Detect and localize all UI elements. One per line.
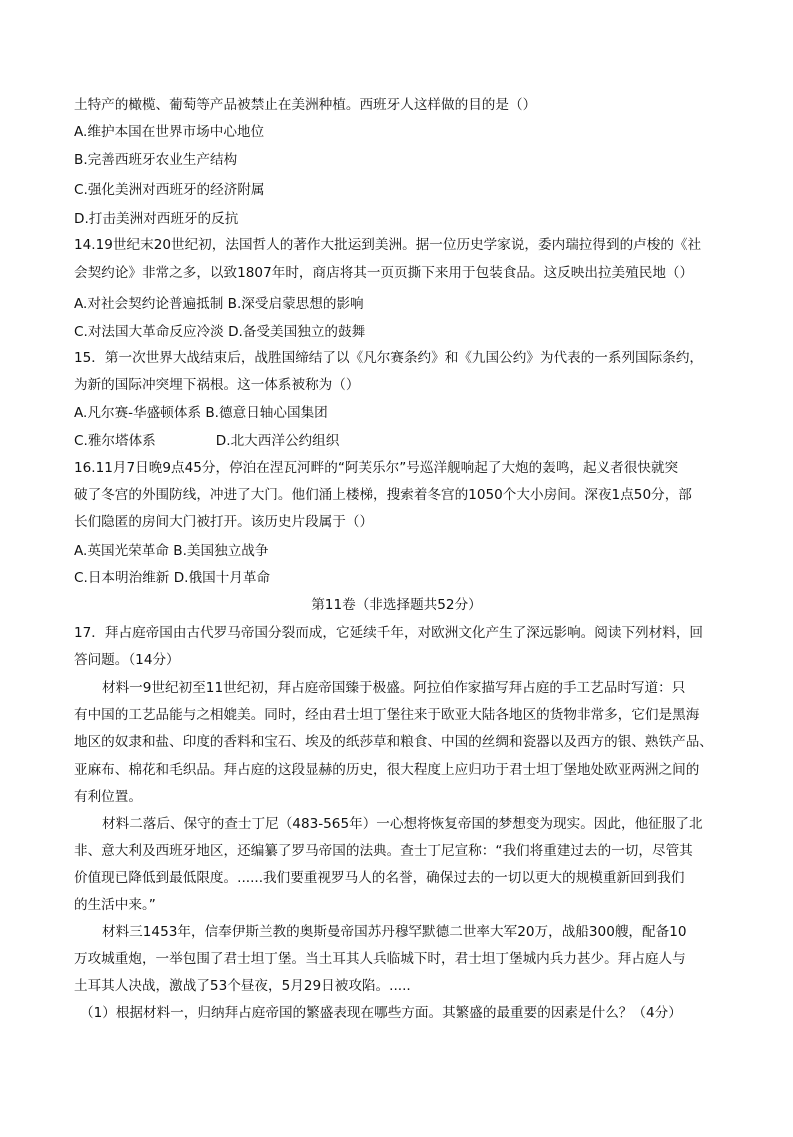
material-3-line: 材料三1453年，信奉伊斯兰教的奥斯曼帝国苏丹穆罕默德二世率大军20万，战船300艘，配备10 — [102, 924, 687, 940]
q13-stem: 土特产的橄榄、葡萄等产品被禁止在美洲种植。西班牙人这样做的目的是（） — [74, 97, 537, 113]
q13-option-b: B.完善西班牙农业生产结构 — [74, 152, 238, 168]
material-1-line: 有利位置。 — [74, 789, 142, 805]
q16-stem-line: 16.11月7日晚9点45分，停泊在涅瓦河畔的“阿芙乐尔”号巡洋舰响起了大炮的轰鸣，起义者很快就突 — [74, 460, 679, 476]
material-2-line: 的生活中来。” — [74, 897, 156, 913]
material-2-line: 非、意大利及西班牙地区，还编纂了罗马帝国的法典。查士丁尼宣称：“我们将重建过去的一切，尽管其 — [74, 843, 693, 859]
q17-stem-line: 17．拜占庭帝国由古代罗马帝国分裂而成，它延续千年，对欧洲文化产生了深远影响。阅读下列材料，回 — [74, 625, 704, 641]
q13-option-c: C.强化美洲对西班牙的经济附属 — [74, 182, 265, 198]
q13-option-a: A.维护本国在世界市场中心地位 — [74, 124, 265, 140]
material-1-line: 材料一9世纪初至11世纪初，拜占庭帝国臻于极盛。阿拉伯作家描写拜占庭的手工艺品时写道：只 — [102, 680, 686, 696]
material-1-line: 地区的奴隶和盐、印度的香料和宝石、埃及的纸莎草和粮食、中国的丝绸和瓷器以及西方的银、熟铁产品、 — [74, 734, 713, 750]
q16-options-ab: A.英国光荣革命 B.美国独立战争 — [74, 543, 269, 559]
material-2-line: 价值现已降低到最低限度。......我们要重视罗马人的名誉，确保过去的一切以更大的规模重新回到我们 — [74, 870, 685, 886]
q15-stem-line: 15．第一次世界大战结束后，战胜国缔结了以《凡尔赛条约》和《九国公约》为代表的一系列国际条约， — [74, 350, 704, 366]
q15-options-cd — [74, 432, 339, 450]
material-3-line: 万攻城重炮，一举包围了君士坦丁堡。当土耳其人兵临城下时，君士坦丁堡城内兵力甚少。拜占庭人与 — [74, 951, 686, 967]
section-title: 第11卷（非选择题共52分） — [311, 597, 482, 613]
q14-stem-line: 14.19世纪末20世纪初，法国哲人的著作大批运到美洲。据一位历史学家说，委内瑞拉得到的卢梭的《社 — [74, 237, 702, 253]
q17-sub-question-1: （1）根据材料一，归纳拜占庭帝国的繁盛表现在哪些方面。其繁盛的最重要的因素是什么？（4分） — [80, 1005, 682, 1021]
q14-options-ab: A.对社会契约论普遍抵制 B.深受启蒙思想的影响 — [74, 296, 364, 312]
q16-stem-line: 长们隐匿的房间大门被打开。该历史片段属于（） — [74, 514, 374, 530]
q14-stem-line: 会契约论》非常之多，以致1807年时，商店将其一页页撕下来用于包装食品。这反映出拉美殖民地（） — [74, 265, 694, 281]
material-2-line: 材料二落后、保守的查士丁尼（483-565年）一心想将恢复帝国的梦想变为现实。因此，他征服了北 — [102, 816, 703, 832]
material-1-line: 有中国的工艺品能与之相媲美。同时，经由君士坦丁堡往来于欧亚大陆各地区的货物非常多，它们是黑海 — [74, 707, 700, 723]
q15-option-c: C.雅尔塔体系 — [74, 433, 156, 449]
q15-option-d: D.北大西洋公约组织 — [215, 433, 340, 449]
material-1-line: 亚麻布、棉花和毛织品。拜占庭的这段显赫的历史，很大程度上应归功于君士坦丁堡地处欧亚两洲之间的 — [74, 762, 700, 778]
q16-options-cd: C.日本明治维新 D.俄国十月革命 — [74, 570, 271, 586]
q15-stem-line: 为新的国际冲突埋下祸根。这一体系被称为（） — [74, 377, 360, 393]
q13-option-d: D.打击美洲对西班牙的反抗 — [74, 211, 239, 227]
q16-stem-line: 破了冬宫的外围防线，冲进了大门。他们涌上楼梯，搜索着冬宫的1050个大小房间。深夜1点50分，部 — [74, 487, 692, 503]
material-3-line: 土耳其人决战，激战了53个昼夜，5月29日被攻陷。..... — [74, 978, 411, 994]
q15-options-ab: A.凡尔赛-华盛顿体系 B.德意日轴心国集团 — [74, 405, 328, 421]
q14-options-cd: C.对法国大革命反应冷淡 D.备受美国独立的鼓舞 — [74, 324, 366, 340]
q17-stem-line: 答问题。（14分） — [74, 652, 180, 668]
